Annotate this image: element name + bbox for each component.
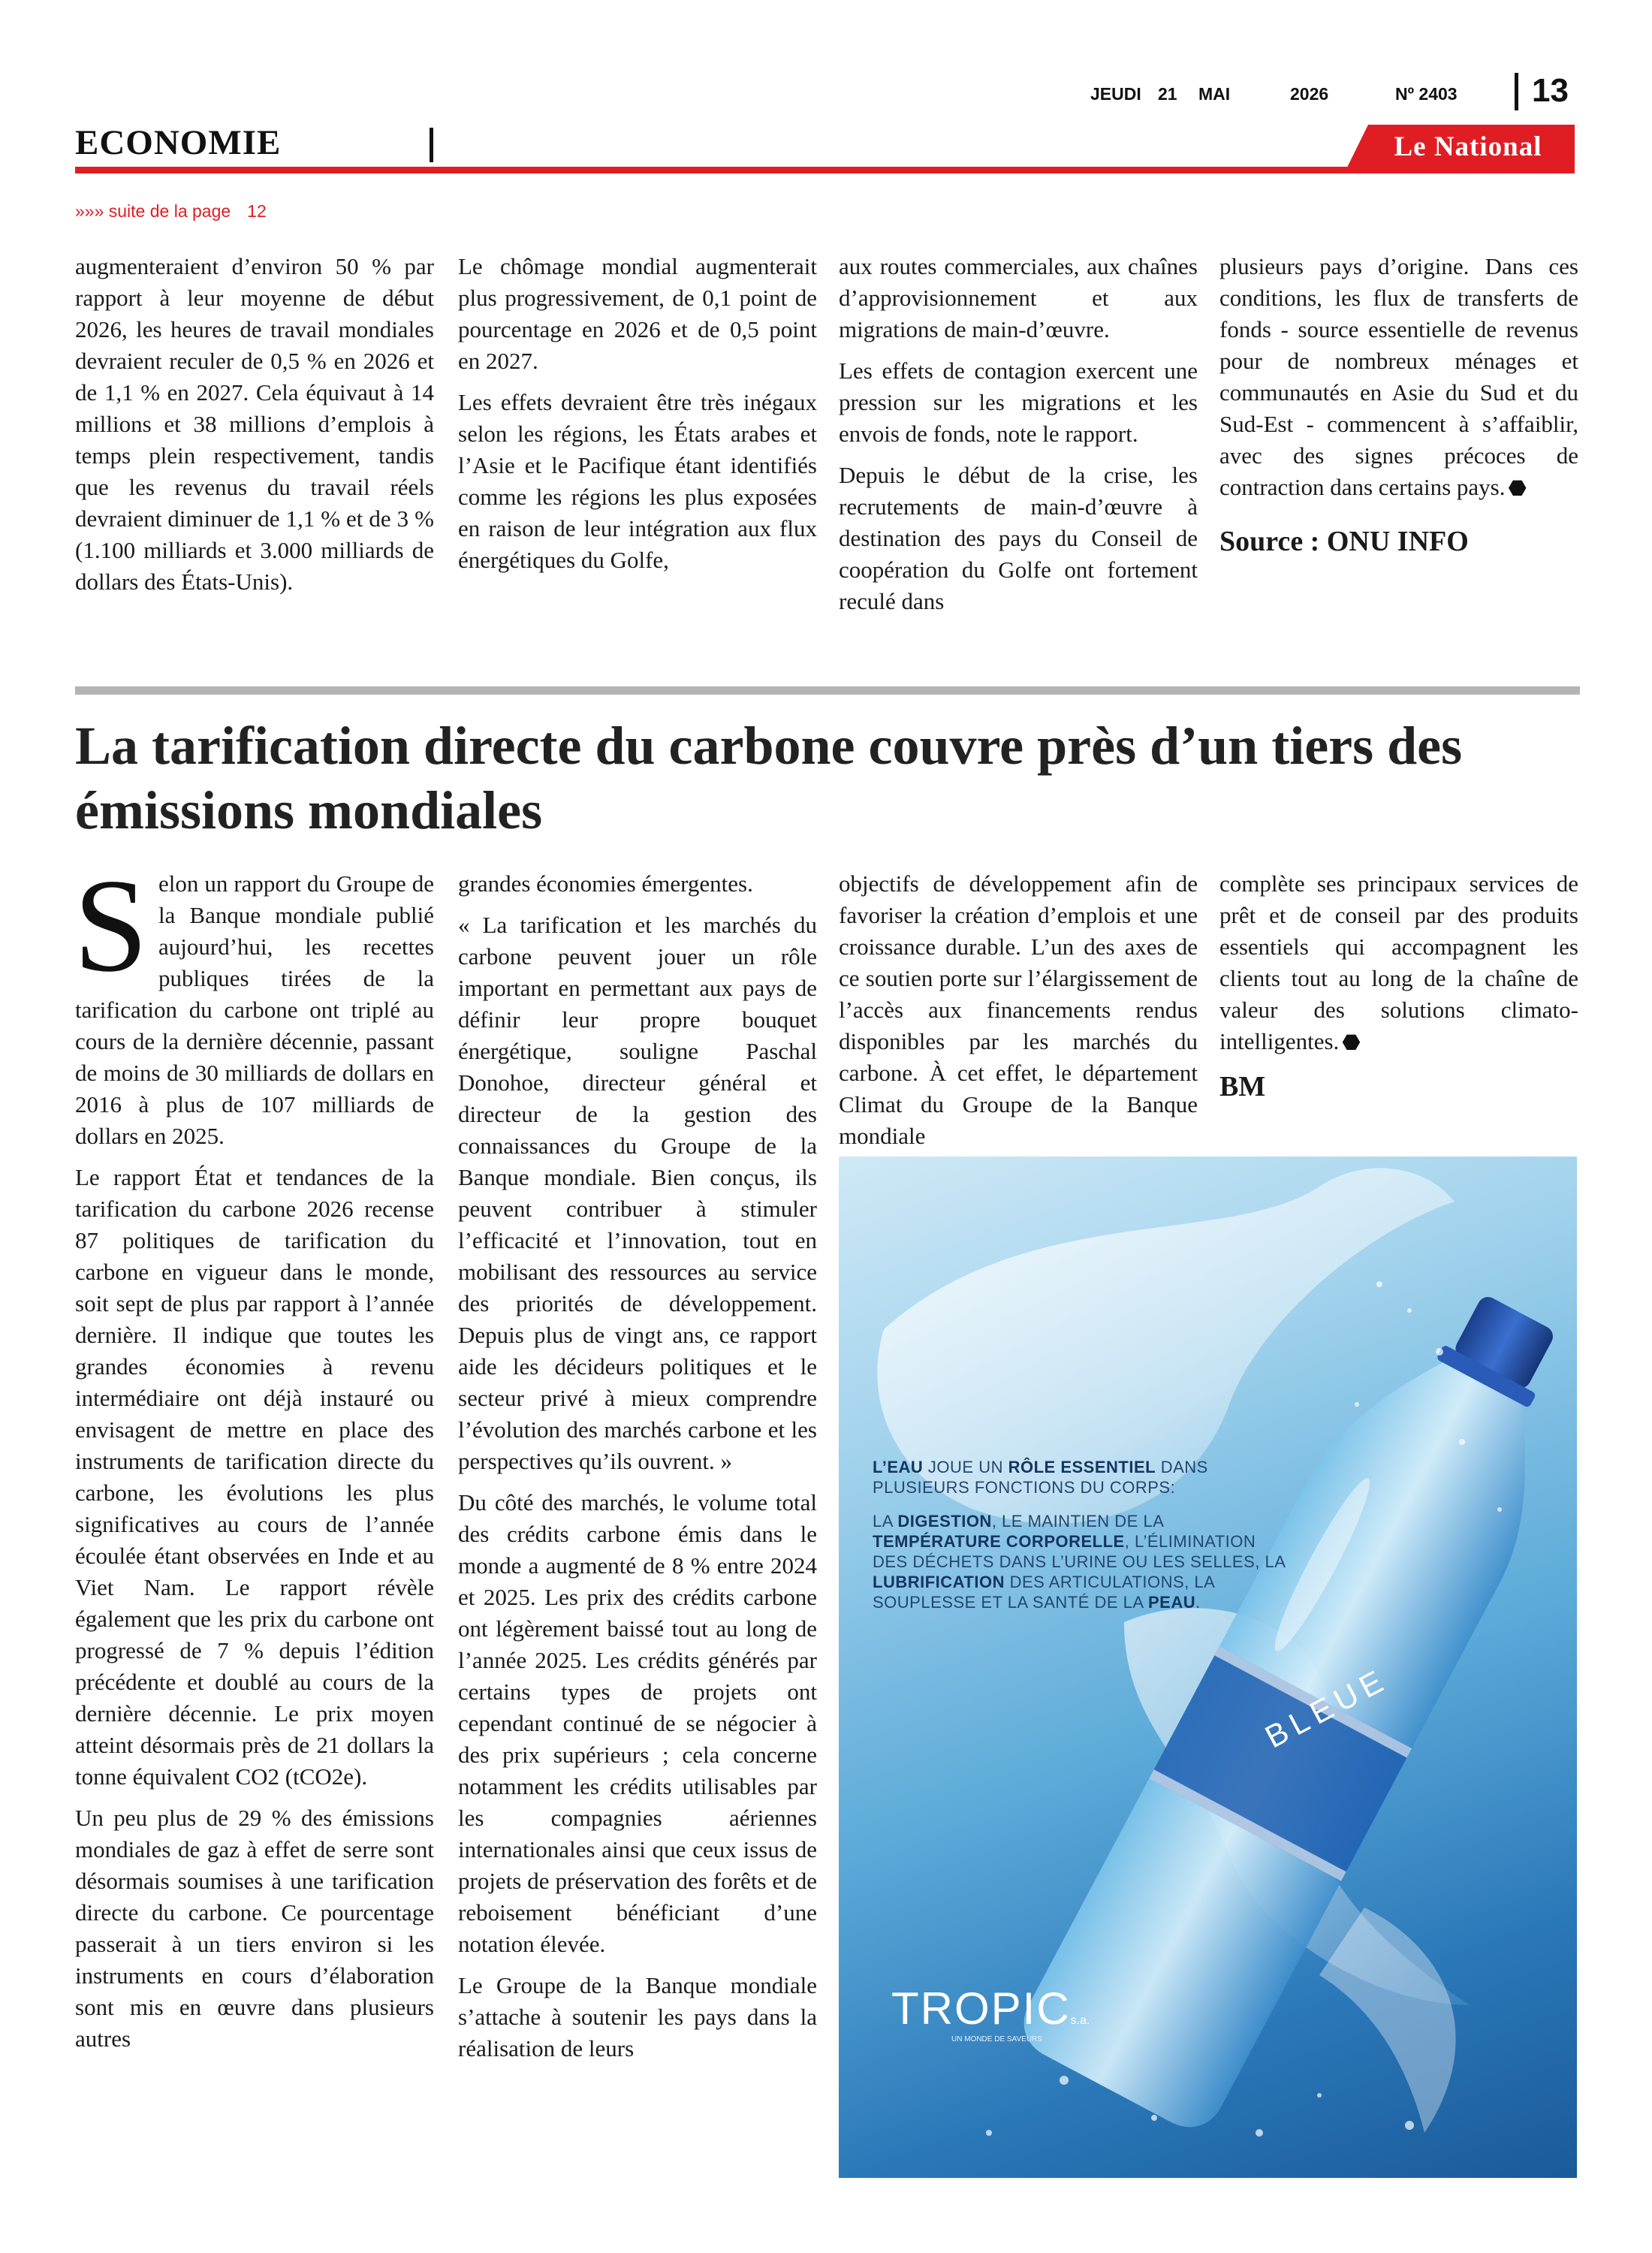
article-source: Source : ONU INFO <box>1219 526 1469 557</box>
lead-paragraph <box>74 851 434 1152</box>
paragraph: Un peu plus de 29 % des émissions mondiales de gaz à effet de serre sont désormais soumises à une tarification directe du carbone. Ce pourcentage passerait à un tiers environ si les instruments en cours d’élaboration sont mis en œuvre dans plusieurs autres <box>75 1805 434 2052</box>
paragraph: Du côté des marchés, le volume total des crédits carbone émis dans le monde a augmenté de 8 % entre 2024 et 2025. Les prix des crédits carbone ont légèrement baissé tout au long de l’année 2025. Les crédits générés par certains types de projets ont cependant continué de se négocier à des prix supérieurs ; cela concerne notamment les crédits utilisables par les compagnies aériennes internationales ainsi que ceux issus de projets de préservation des forêts et de reboisement bénéficiant d’une notation élevée. <box>458 1489 817 1957</box>
ad-copy-text: LA <box>873 1512 898 1531</box>
bottle-brand-label: BLEUE <box>1259 1660 1394 1755</box>
paragraph: objectifs de développement afin de favoriser la création d’emplois et une croissance durable. L’un des axes de ce soutien porte sur l’élargissement de l’accès aux financements rendus disponibles par les marchés du carbone. À cet effet, le département Climat du Groupe de la Banque mondiale <box>839 870 1198 1149</box>
paragraph: Depuis le début de la crise, les recrutements de main-d’œuvre à destination des pays du Conseil de coopération du Golfe ont fortement reculé dans <box>839 462 1198 614</box>
ad-tagline: UN MONDE DE SAVEURS <box>951 2035 1042 2043</box>
paragraph: augmenteraient d’environ 50 % par rapport à leur moyenne de début 2026, les heures de travail mondiales devraient reculer de 0,5 % en 2026 et de 1,1 % en 2027. Cela équivaut à 14 millions et 38 millions d’emplois à temps plein respectivement, tandis que les revenus du travail réels devraient diminuer de 1,1 % et de 3 % (1.100 milliards et 3.000 milliards de dollars des États-Unis). <box>75 253 434 595</box>
end-mark-icon: ⬣ <box>1342 1031 1361 1054</box>
article-column-2 <box>458 868 817 2074</box>
tropic-logo <box>891 1983 1090 2034</box>
brand-name: Le National <box>1394 131 1542 162</box>
ad-copy-line-1 <box>873 1457 1293 1497</box>
article-column-3 <box>839 868 1198 1162</box>
paragraph: Le rapport État et tendances de la tarification du carbone 2026 recense 87 politiques de tarification du carbone en vigueur dans le monde, soit sept de plus par rapport à l’année dernière. Il indique que toutes les grandes économies à revenu intermédiaire ont déjà instauré ou envisagent de mettre en place des instruments de tarification directe du carbone, les évolutions les plus significatives au cours de l’année écoulée étant observées en Inde et au Viet Nam. Le rapport révèle également que les prix du carbone ont progressé de 7 % depuis l’édition précédente et doublé au cours de la dernière décennie. Le prix moyen atteint désormais près de 21 dollars la tonne équivalent CO2 (tCO2e). <box>75 1164 434 1790</box>
ad-copy-bold: DIGESTION <box>897 1512 992 1531</box>
ad-copy-bold: RÔLE ESSENTIEL <box>1008 1458 1156 1476</box>
continued-page: 12 <box>247 201 267 221</box>
article-column-1 <box>74 851 434 2064</box>
article-column-4 <box>1219 868 1578 1102</box>
water-advertisement <box>839 1157 1577 2178</box>
paragraph: Les effets de contagion exercent une pression sur les migrations et les envois de fonds, note le rapport. <box>839 357 1198 447</box>
paragraph <box>1219 251 1578 505</box>
ad-copy-bold: L’EAU <box>873 1458 924 1476</box>
paragraph: « La tarification et les marchés du carbone peuvent jouer un rôle important en permettant aux pays de définir leur propre bouquet énergétique, souligne Paschal Donohoe, directeur général et directeur de la gestion des connaissances du Groupe de la Banque mondiale. Bien conçus, ils peuvent contribuer à stimuler l’efficacité et l’innovation, tout en mobilisant des ressources au service des priorités de développement. Depuis plus de vingt ans, ce rapport aide les décideurs politiques et le secteur privé à mieux comprendre l’évolution des marchés carbone et les perspectives qu’ils ouvrent. » <box>458 912 817 1474</box>
lead-text: elon un rapport du Groupe de la Banque mondiale publié aujourd’hui, les recettes publiques tirées de la tarification du carbone ont triplé au cours de la dernière décennie, passant de moins de 30 milliards de dollars en 2016 à plus de 107 milliards de dollars en 2025. <box>75 870 434 1149</box>
date-day: JEUDI <box>1090 84 1141 104</box>
article-headline: La tarification directe du carbone couvre près d’un tiers des émissions mondiales <box>75 716 1463 840</box>
ad-copy-text: , L’ÉLIMINATION DES DÉCHETS DANS L’URINE OU LES SELLES, LA <box>873 1532 1286 1571</box>
logo-text: TROPIC <box>891 1983 1071 2034</box>
ad-copy-bold: TEMPÉRATURE CORPORELLE <box>873 1532 1125 1551</box>
ad-copy-bold: PEAU <box>1147 1593 1196 1612</box>
paragraph: grandes économies émergentes. <box>458 870 753 897</box>
logo-suffix: s.a. <box>1070 2014 1090 2027</box>
paragraph-text: plusieurs pays d’origine. Dans ces conditions, les flux de transferts de fonds - source essentielle de revenus pour de nombreux ménages et communautés en Asie du Sud et du Sud-Est - commencent à s’affaiblir, avec des signes précoces de contraction dans certains pays. <box>1219 253 1578 500</box>
issue-number: Nº 2403 <box>1395 84 1458 104</box>
prev-article-column-4 <box>1219 251 1578 557</box>
section-divider <box>430 128 433 162</box>
page-number-divider <box>1515 73 1518 110</box>
paragraph-text: complète ses principaux services de prêt et de conseil par des produits essentiels qui accompagnent les clients tout au long de la chaîne de valeur des solutions climato-intelligentes. <box>1219 870 1578 1054</box>
end-mark-icon: ⬣ <box>1508 477 1527 500</box>
date-month: MAI <box>1198 84 1231 104</box>
article-signature: BM <box>1219 1071 1266 1102</box>
section-title: ECONOMIE <box>75 123 282 162</box>
paragraph <box>1219 868 1578 1059</box>
dropcap: S <box>74 851 148 1000</box>
date-year: 2026 <box>1290 84 1329 104</box>
ad-copy-bold: LUBRIFICATION <box>873 1573 1005 1591</box>
ad-copy-text: DES ARTICULATIONS, LA SOUPLESSE ET LA SANTÉ DE LA <box>873 1573 1215 1612</box>
prev-article-column-1 <box>75 251 434 608</box>
continued-label: »»» suite de la page <box>75 201 231 221</box>
ad-copy-text: . <box>1195 1593 1201 1612</box>
paragraph: aux routes commerciales, aux chaînes d’approvisionnement et aux migrations de main-d’œuvre. <box>839 253 1198 342</box>
paragraph: Le chômage mondial augmenterait plus progressivement, de 0,1 point de pourcentage en 2026 et de 0,5 point en 2027. <box>458 253 817 374</box>
paragraph: Le Groupe de la Banque mondiale s’attache à soutenir les pays dans la réalisation de leurs <box>458 1972 817 2061</box>
continued-from <box>75 201 267 222</box>
prev-article-column-2 <box>458 251 817 586</box>
ad-copy <box>873 1457 1293 1626</box>
prev-article-column-3 <box>839 251 1198 627</box>
ad-copy-text: DANS PLUSIEURS FONCTIONS DU CORPS: <box>873 1458 1208 1497</box>
ad-copy-line-2 <box>873 1511 1293 1612</box>
ad-copy-text: JOUE UN <box>923 1458 1008 1476</box>
paragraph: Les effets devraient être très inégaux selon les régions, les États arabes et l’Asie et le Pacifique étant identifiés comme les régions les plus exposées en raison de leur intégration aux flux énergétiques du Golfe, <box>458 389 817 573</box>
ad-copy-text: , LE MAINTIEN DE LA <box>991 1512 1164 1531</box>
date-number: 21 <box>1158 84 1177 104</box>
page-number: 13 <box>1532 72 1569 109</box>
article-separator <box>75 686 1580 695</box>
